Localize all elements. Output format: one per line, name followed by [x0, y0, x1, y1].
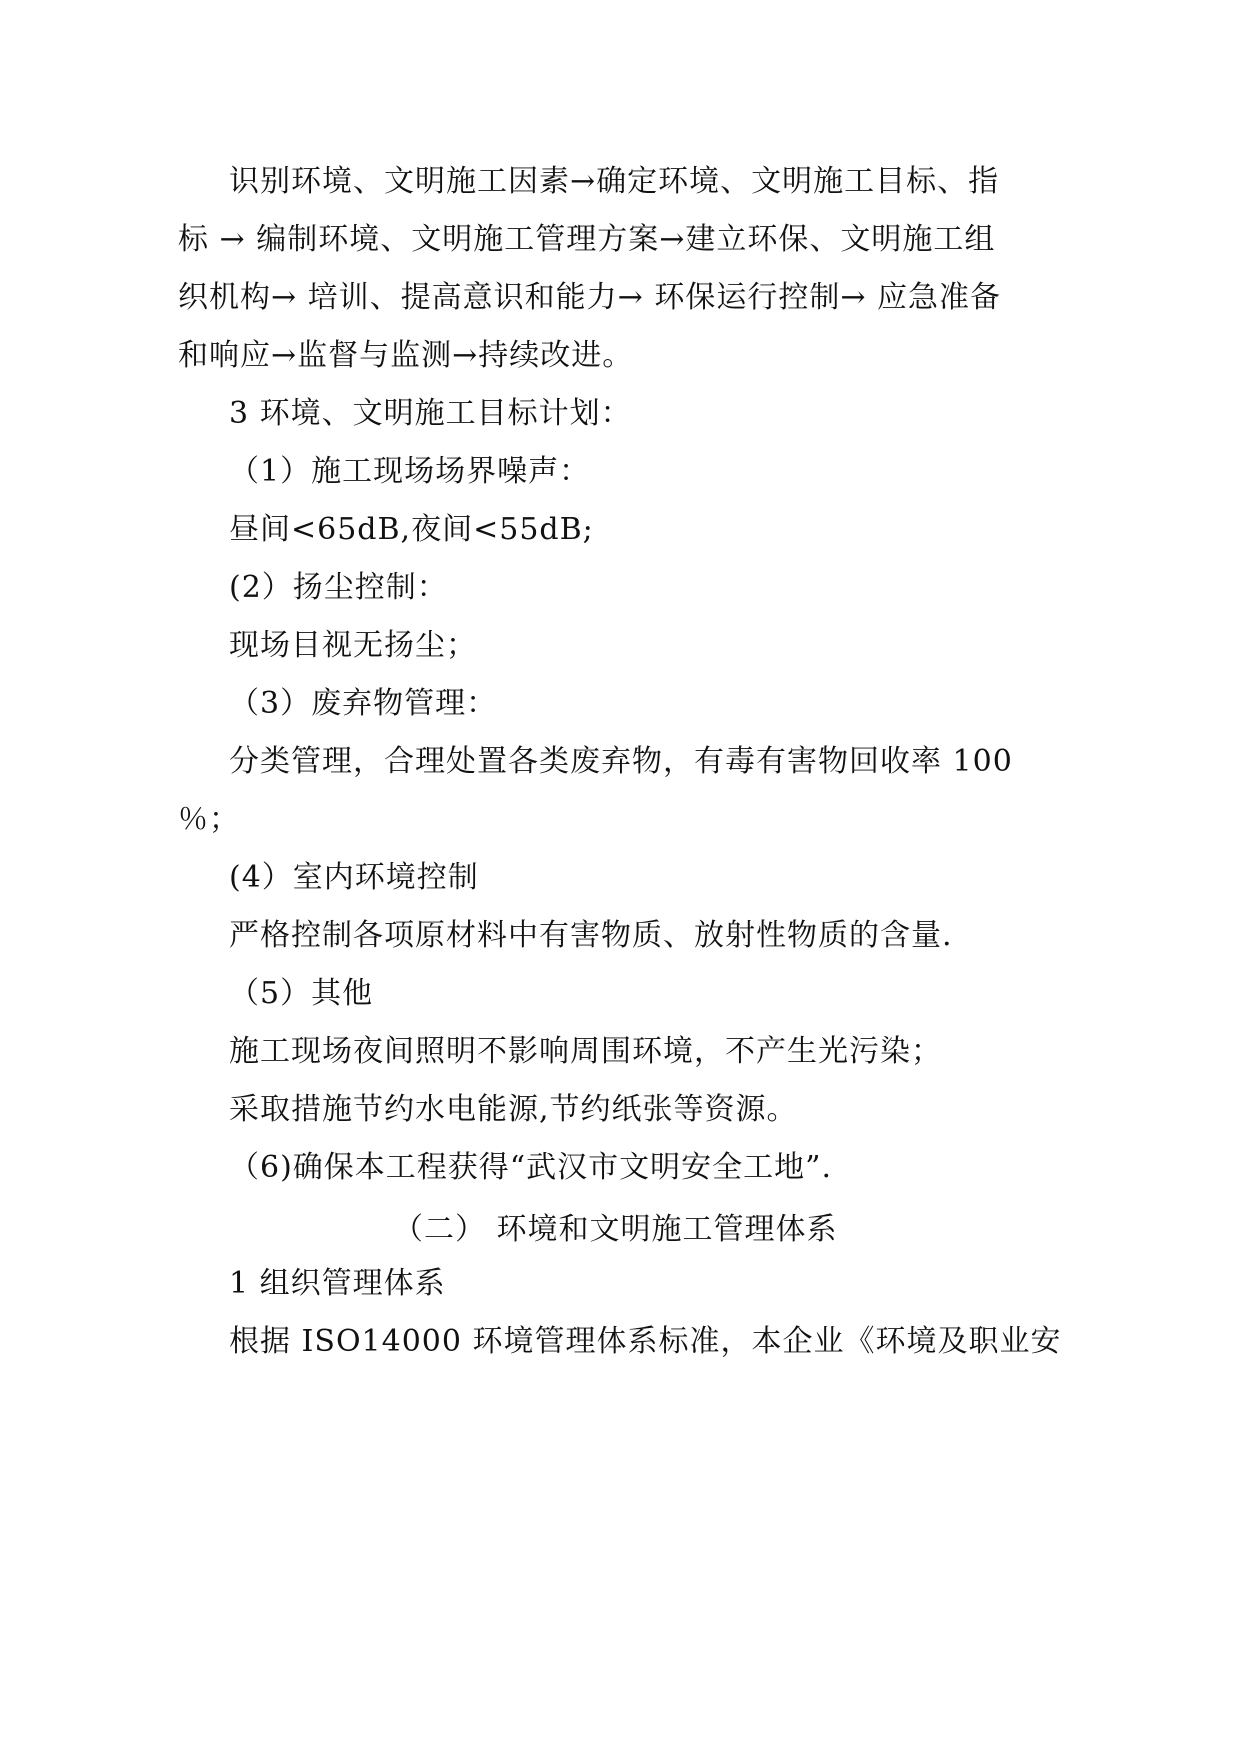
item2-text: 现场目视无扬尘；: [229, 628, 477, 663]
item3-title: （3）废弃物管理：: [229, 686, 498, 721]
item3-text-line2: ％；: [178, 802, 240, 837]
item5-text-2: 采取措施节约水电能源,节约纸张等资源。: [229, 1092, 798, 1127]
flow-line-2: 标 → 编制环境、文明施工管理方案→建立环保、文明施工组: [178, 222, 996, 257]
section1-text: 根据 ISO14000 环境管理体系标准，本企业《环境及职业安: [229, 1324, 1062, 1359]
item5-text-1: 施工现场夜间照明不影响周围环境，不产生光污染；: [229, 1034, 942, 1069]
item2-title: (2）扬尘控制：: [229, 570, 448, 605]
item4-title: (4）室内环境控制: [229, 860, 479, 895]
section3-title: 3 环境、文明施工目标计划：: [229, 396, 632, 431]
flow-line-4: 和响应→监督与监测→持续改进。: [178, 338, 634, 373]
item3-text-line1: 分类管理，合理处置各类废弃物，有毒有害物回收率 100: [229, 744, 1013, 779]
flow-line-3: 织机构→ 培训、提高意识和能力→ 环保运行控制→ 应急准备: [178, 280, 1002, 315]
item5-title: （5）其他: [229, 976, 374, 1011]
chapter-heading: （二） 环境和文明施工管理体系: [393, 1212, 838, 1247]
item1-title: （1）施工现场场界噪声：: [229, 454, 591, 489]
item1-text: 昼间<65dB,夜间<55dB;: [229, 512, 594, 547]
item6-text: （6)确保本工程获得“武汉市文明安全工地”.: [229, 1150, 833, 1185]
item4-text: 严格控制各项原材料中有害物质、放射性物质的含量.: [229, 918, 953, 953]
flow-line-1: 识别环境、文明施工因素→确定环境、文明施工目标、指: [229, 164, 1000, 199]
section1-title: 1 组织管理体系: [229, 1266, 446, 1301]
